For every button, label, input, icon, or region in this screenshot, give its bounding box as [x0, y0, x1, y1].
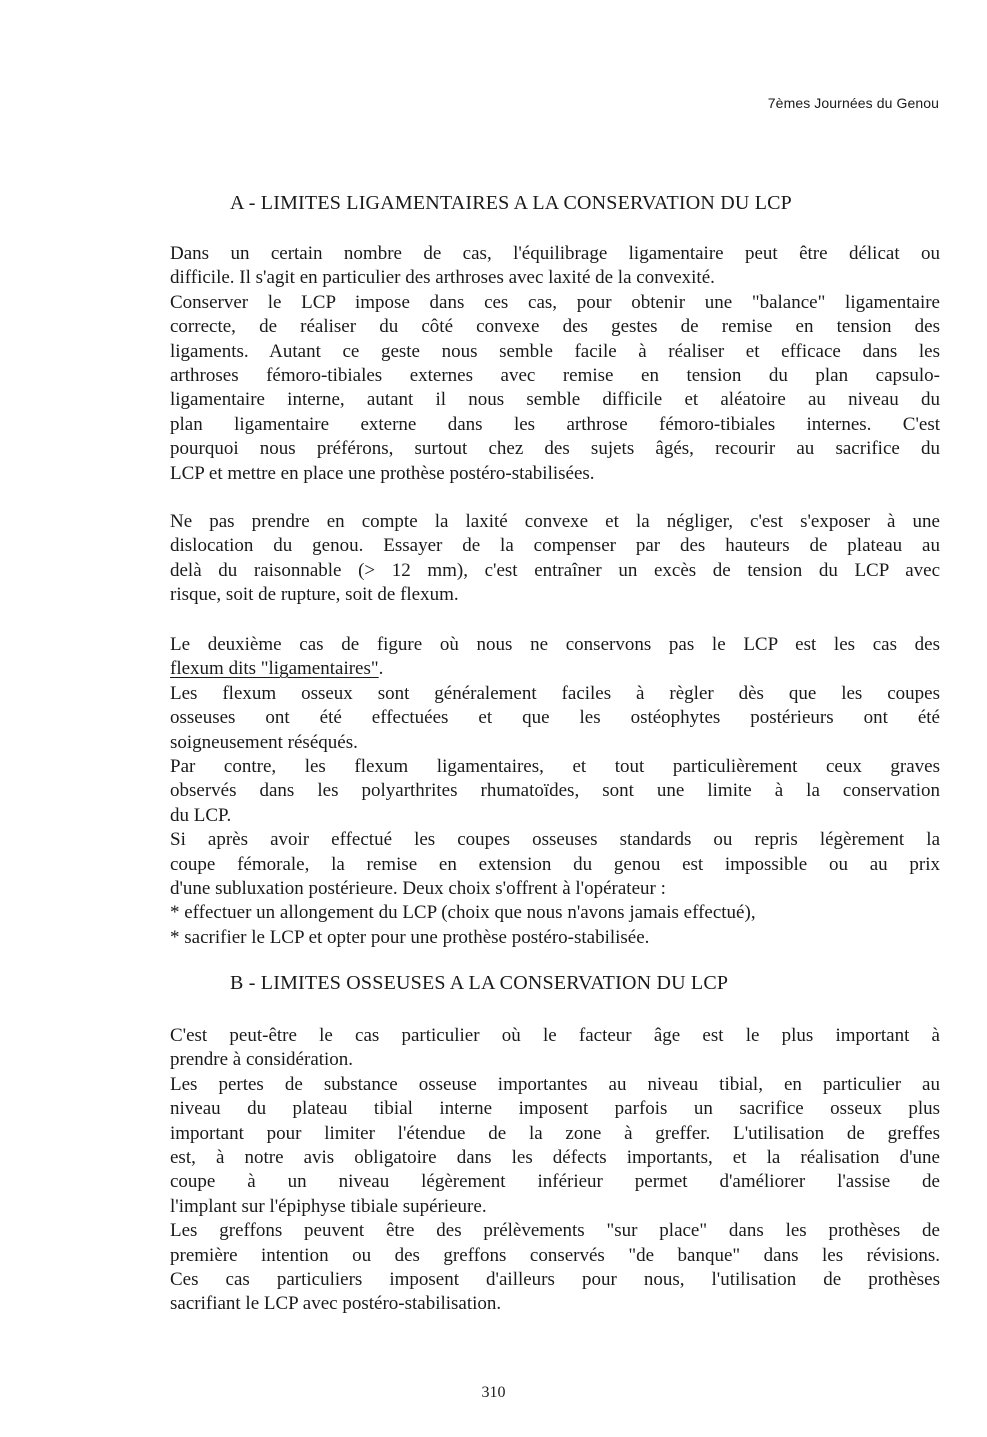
text-line: Conserver le LCP impose dans ces cas, pour obtenir une "balance" ligamentaire — [170, 291, 940, 313]
section-b-paragraph-1 — [170, 1024, 940, 1317]
text-line: Les flexum osseux sont généralement faciles à règler dès que les coupes — [170, 682, 940, 704]
text-line: difficile. Il s'agit en particulier des arthroses avec laxité de la convexité. — [170, 267, 715, 289]
page-number: 310 — [481, 1384, 506, 1401]
text-line: coupe fémorale, la remise en extension du genou est impossible ou au prix — [170, 853, 940, 875]
section-a-paragraph-2 — [170, 510, 940, 608]
punctuation: . — [378, 658, 384, 680]
text-line: pourquoi nous préférons, surtout chez des sujets âgés, recourir au sacrifice du — [170, 438, 940, 460]
text-line: première intention ou des greffons conservés "de banque" dans les révisions. — [170, 1244, 940, 1266]
text-line: Le deuxième cas de figure où nous ne conservons pas le LCP est les cas des — [170, 634, 940, 655]
section-a-paragraph-3 — [170, 633, 940, 950]
text-line: important pour limiter l'étendue de la zone à greffer. L'utilisation de greffes — [170, 1122, 940, 1144]
text-line: osseuses ont été effectuées et que les ostéophytes postérieurs ont été — [170, 707, 940, 729]
text-line: risque, soit de rupture, soit de flexum. — [170, 584, 459, 606]
text-line: du LCP. — [170, 804, 232, 826]
text-line: sacrifiant le LCP avec postéro-stabilisation. — [170, 1293, 502, 1315]
text-line: Si après avoir effectué les coupes osseuses standards ou repris légèrement la — [170, 829, 940, 851]
text-line: prendre à considération. — [170, 1049, 354, 1071]
text-line: est, à notre avis obligatoire dans les défects importants, et la réalisation d'une — [170, 1147, 940, 1169]
section-a-heading: A - LIMITES LIGAMENTAIRES A LA CONSERVATION DU LCP — [230, 192, 793, 214]
text-line: Ces cas particuliers imposent d'ailleurs pour nous, l'utilisation de prothèses — [170, 1269, 940, 1291]
text-line: correcte, de réaliser du côté convexe des gestes de remise en tension des — [170, 316, 940, 338]
text-line: Dans un certain nombre de cas, l'équilibrage ligamentaire peut être délicat ou — [170, 243, 940, 264]
text-line — [170, 657, 940, 681]
text-line: ligaments. Autant ce geste nous semble facile à réaliser et efficace dans les — [170, 340, 940, 362]
text-line: soigneusement réséqués. — [170, 731, 358, 753]
section-b-heading: B - LIMITES OSSEUSES A LA CONSERVATION DU LCP — [230, 972, 729, 994]
text-line: Ne pas prendre en compte la laxité convexe et la négliger, c'est s'exposer à une — [170, 511, 940, 532]
text-line: LCP et mettre en place une prothèse postéro-stabilisées. — [170, 462, 595, 484]
running-header: 7èmes Journées du Genou — [767, 95, 939, 111]
text-line: Les greffons peuvent être des prélèvements "sur place" dans les prothèses de — [170, 1220, 940, 1242]
list-item: * effectuer un allongement du LCP (choix que nous n'avons jamais effectué), — [170, 902, 756, 924]
text-line: Par contre, les flexum ligamentaires, et tout particulièrement ceux graves — [170, 756, 940, 778]
text-line: delà du raisonnable (> 12 mm), c'est entraîner un excès de tension du LCP avec — [170, 559, 940, 581]
text-line: ligamentaire interne, autant il nous semble difficile et aléatoire au niveau du — [170, 389, 940, 411]
underlined-phrase: flexum dits "ligamentaires" — [170, 658, 379, 680]
text-line: niveau du plateau tibial interne imposent parfois un sacrifice osseux plus — [170, 1098, 940, 1120]
list-item: * sacrifier le LCP et opter pour une prothèse postéro-stabilisée. — [170, 926, 650, 948]
text-line: Les pertes de substance osseuse importantes au niveau tibial, en particulier au — [170, 1073, 940, 1095]
text-line: observés dans les polyarthrites rhumatoïdes, sont une limite à la conservation — [170, 780, 940, 802]
text-line: C'est peut-être le cas particulier où le facteur âge est le plus important à — [170, 1025, 940, 1046]
text-line: arthroses fémoro-tibiales externes avec remise en tension du plan capsulo- — [170, 365, 940, 387]
text-line: l'implant sur l'épiphyse tibiale supérieure. — [170, 1195, 487, 1217]
text-line: d'une subluxation postérieure. Deux choix s'offrent à l'opérateur : — [170, 878, 666, 900]
text-line: plan ligamentaire externe dans les arthrose fémoro-tibiales internes. C'est — [170, 413, 940, 435]
section-a-paragraph-1 — [170, 242, 940, 486]
text-line: dislocation du genou. Essayer de la compenser par des hauteurs de plateau au — [170, 535, 940, 557]
text-line: coupe à un niveau légèrement inférieur permet d'améliorer l'assise de — [170, 1171, 940, 1193]
